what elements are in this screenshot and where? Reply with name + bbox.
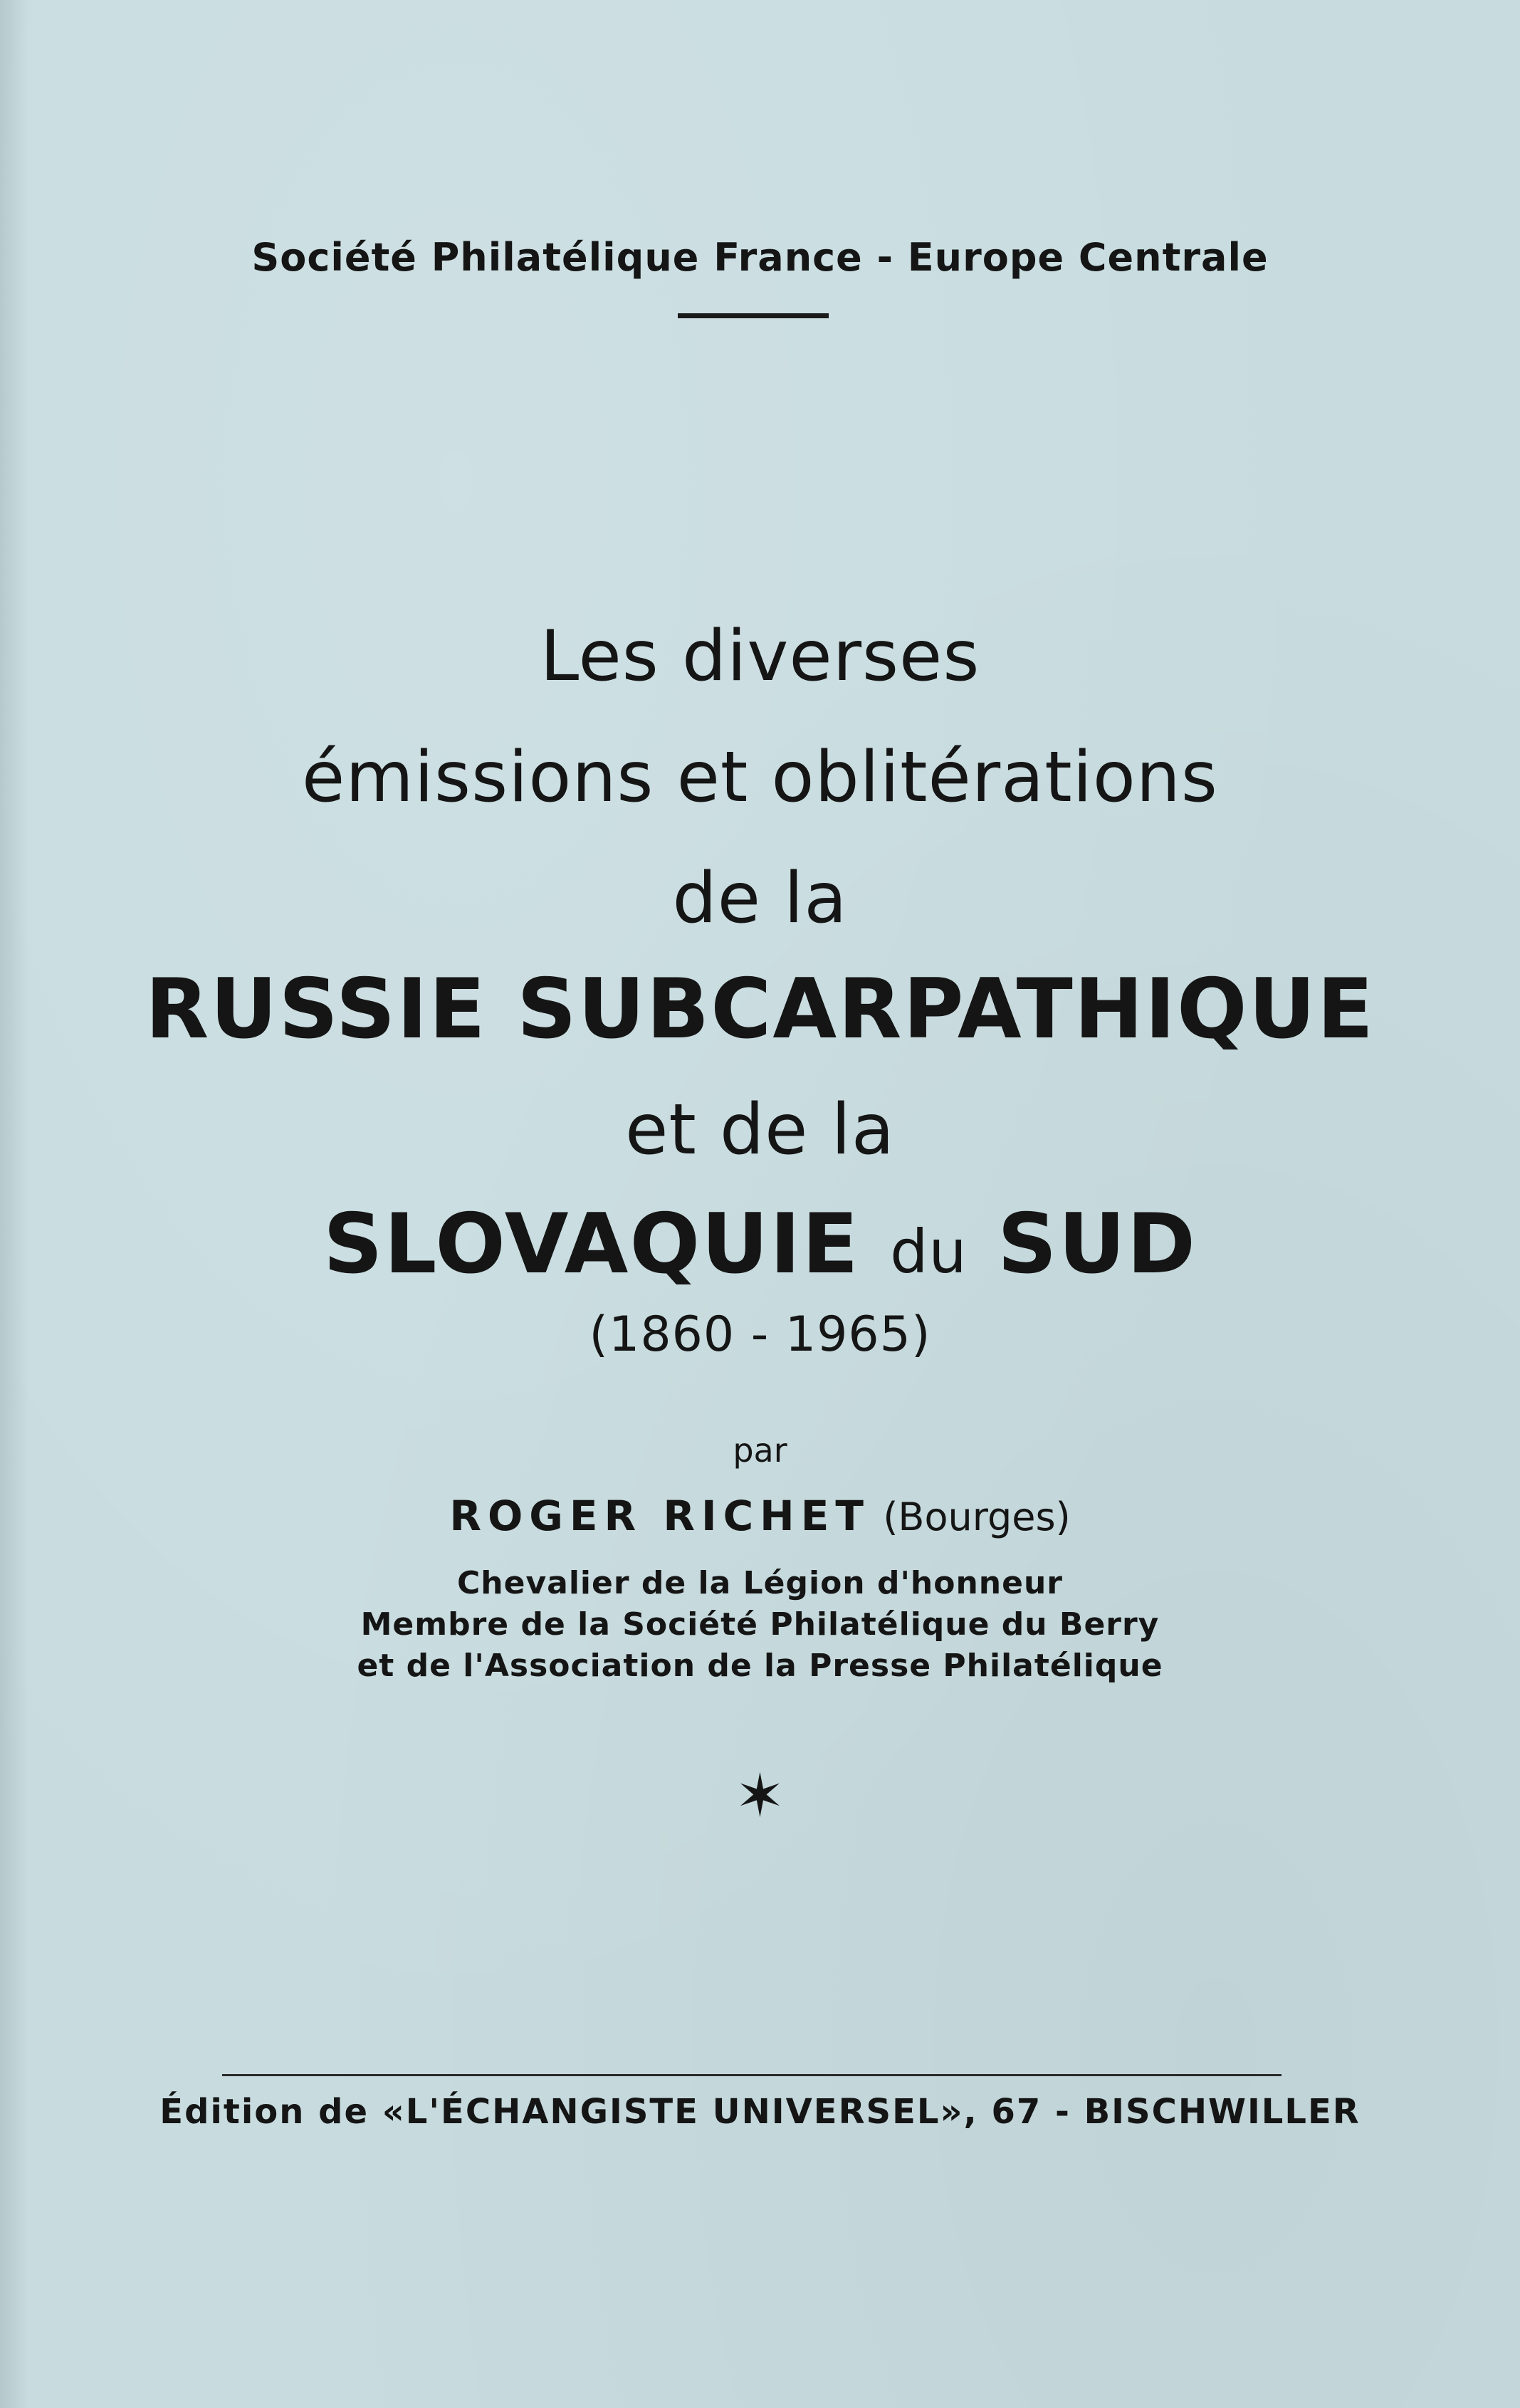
credential-1: Chevalier de la Légion d'honneur [457, 1565, 1063, 1601]
title-line-6 [0, 1196, 1520, 1292]
credential-2: Membre de la Société Philatélique du Berry [360, 1606, 1160, 1643]
title-du: du [890, 1217, 968, 1287]
author-line [0, 1492, 1520, 1540]
title-sud: SUD [997, 1196, 1197, 1292]
author-name: ROGER RICHET [449, 1492, 870, 1540]
title-line-3: de la [672, 858, 848, 939]
title-line-5: et de la [625, 1089, 895, 1171]
star-ornament-icon: ✶ [735, 1761, 785, 1831]
title-slovaquie: SLOVAQUIE [323, 1196, 860, 1292]
title-line-1: Les diverses [540, 616, 980, 697]
society-divider [678, 313, 829, 318]
author-city: (Bourges) [883, 1494, 1071, 1539]
credential-3: et de l'Association de la Presse Philatélique [357, 1648, 1163, 1684]
title-line-4: RUSSIE SUBCARPATHIQUE [145, 961, 1375, 1057]
title-years: (1860 - 1965) [589, 1307, 931, 1363]
by-label: par [733, 1431, 787, 1470]
publisher-edition: Édition de «L'ÉCHANGISTE UNIVERSEL», 67 - BISCHWILLER [159, 2092, 1361, 2132]
title-line-2: émissions et oblitérations [302, 737, 1218, 818]
bottom-divider [222, 2074, 1281, 2076]
society-name: Société Philatélique France - Europe Centrale [251, 235, 1269, 280]
